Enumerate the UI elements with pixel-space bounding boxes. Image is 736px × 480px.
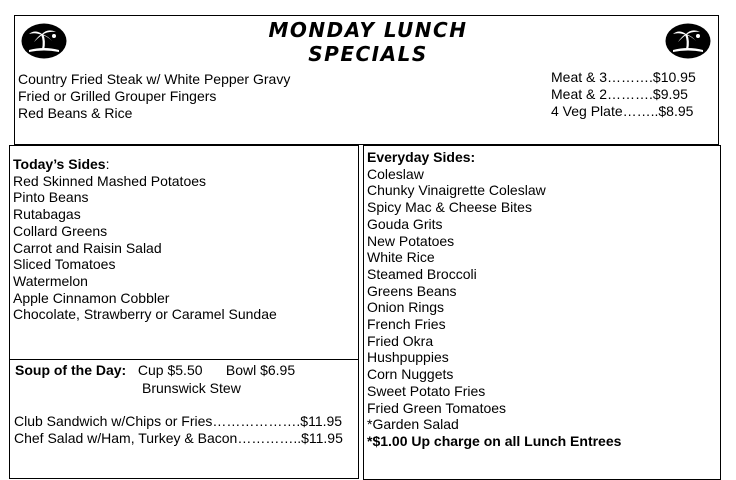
price-list (551, 69, 696, 120)
soup-label: Soup of the Day: (15, 362, 127, 378)
side-item: Carrot and Raisin Salad (13, 239, 162, 256)
special-item: Fried or Grilled Grouper Fingers (18, 88, 217, 104)
side-item: Collard Greens (13, 222, 108, 239)
side-item: Chunky Vinaigrette Coleslaw (367, 182, 546, 199)
side-item: *Garden Salad (367, 416, 459, 433)
side-item: Rutabagas (13, 206, 81, 223)
specials-list (18, 71, 290, 122)
todays-sides-list (13, 156, 277, 323)
side-item: Corn Nuggets (367, 366, 454, 383)
special-item: Red Beans & Rice (18, 105, 133, 121)
chef-salad-item: Chef Salad w/Ham, Turkey & Bacon…………..$11.95 (14, 430, 343, 446)
side-item: Spicy Mac & Cheese Bites (367, 199, 532, 216)
soup-bowl-price: Bowl $6.95 (225, 362, 296, 378)
page-title: MONDAY LUNCH SPECIALS (268, 18, 468, 66)
side-item: Sweet Potato Fries (367, 382, 486, 399)
everyday-sides-list (367, 149, 621, 450)
upcharge-note: *$1.00 Up charge on all Lunch Entrees (367, 432, 622, 449)
side-item: White Rice (367, 249, 435, 266)
club-sandwich-item: Club Sandwich w/Chips or Fries……………….$11.95 (14, 413, 343, 429)
side-item: Gouda Grits (367, 215, 443, 232)
side-item: Chocolate, Strawberry or Caramel Sundae (13, 306, 277, 323)
price-item: 4 Veg Plate……..$8.95 (551, 103, 694, 119)
todays-sides-heading: Today’s Sides: (13, 156, 110, 172)
side-item: Watermelon (13, 272, 88, 289)
side-item: Sliced Tomatoes (13, 256, 116, 273)
side-item: Greens Beans (367, 282, 457, 299)
soup-of-day-line (15, 362, 295, 379)
palm-tree-icon (665, 23, 711, 59)
special-item: Country Fried Steak w/ White Pepper Gravy (18, 71, 291, 87)
side-item: Steamed Broccoli (367, 265, 477, 282)
side-item: Red Skinned Mashed Potatoes (13, 172, 207, 189)
side-item: Pinto Beans (13, 189, 89, 206)
side-item: Apple Cinnamon Cobbler (13, 289, 170, 306)
side-item: Onion Rings (367, 299, 445, 316)
soup-cup-price: Cup $5.50 (137, 362, 203, 378)
side-item: Fried Green Tomatoes (367, 399, 507, 416)
everyday-sides-heading: Everyday Sides: (367, 149, 476, 165)
side-item: Fried Okra (367, 332, 434, 349)
side-item: French Fries (367, 316, 446, 333)
price-item: Meat & 3……….$10.95 (551, 69, 696, 85)
side-item: Hushpuppies (367, 349, 449, 366)
side-item: Coleslaw (367, 165, 424, 182)
soup-name: Brunswick Stew (142, 380, 241, 396)
palm-tree-icon (21, 23, 67, 59)
side-item: New Potatoes (367, 232, 455, 249)
price-item: Meat & 2……….$9.95 (551, 86, 688, 102)
